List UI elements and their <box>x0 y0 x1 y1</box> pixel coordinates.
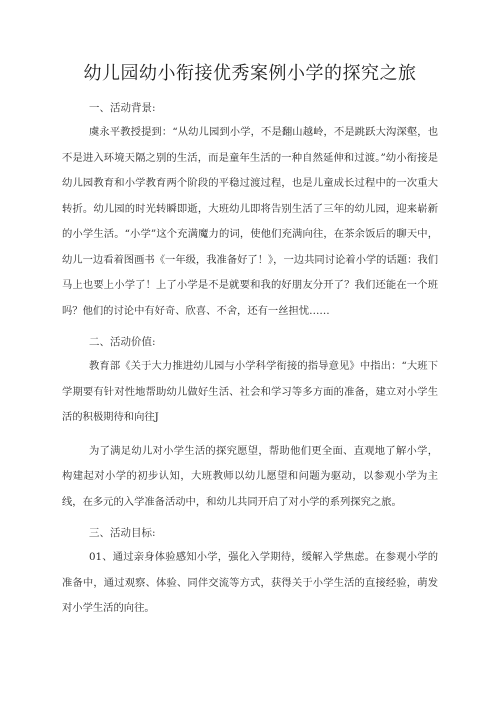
section-heading-goals: 三、活动目标: <box>89 527 156 539</box>
document-title: 幼儿园幼小衔接优秀案例小学的探究之旅 <box>83 63 417 84</box>
section-heading-background: 一、活动背景: <box>89 102 156 114</box>
section-heading-value: 二、活动价值: <box>89 336 156 348</box>
paragraph-background: 虞永平教授提到：“从幼儿园到小学，不是翻山越岭，不是跳跃大沟深壑，也不是进入环境天隔之别的生活，而是童年生活的一种自然延伸和过渡。”幼小衔接是幼儿园教育和小学教育两个阶段的平稳过渡过程，也是儿童成长过程中的一次重大转折。幼儿园的时光转瞬即逝，大班幼儿即将告别生活了三年的幼儿园，迎来崭新的小学生活。“小学”这个充满魔力的词，使他们充满向往，在茶余饭后的聊天中，幼儿一边看着图画书《一年级，我准备好了！》，一边共同讨论着小学的话题：我们马上也要上小学了！上了小学是不是就要和我的好朋友分开了？我们还能在一个班吗？他们的讨论中有好奇、欣喜、不舍，还有一丝担忧…… <box>62 126 438 317</box>
paragraph-goal-1: 01、通过亲身体验感知小学，强化入学期待，缓解入学焦虑。在参观小学的准备中，通过观察、体验、同伴交流等方式，获得关于小学生活的直接经验，萌发对小学生活的向往。 <box>62 551 438 614</box>
paragraph-value-guidance: 教育部《关于大力推进幼儿园与小学科学衔接的指导意见》中指出：“大班下学期要有针对性地帮助幼儿做好生活、社会和学习等多方面的准备，建立对小学生活的积极期待和向往J <box>62 360 438 423</box>
document-page <box>62 62 438 622</box>
paragraph-value-exploration: 为了满足幼儿对小学生活的探究愿望，帮助他们更全面、直观地了解小学，构建起对小学的初步认知，大班教师以幼儿愿望和问题为驱动，以参观小学为主线，在多元的入学准备活动中，和幼儿共同开启了对小学的系列探究之旅。 <box>62 444 438 508</box>
